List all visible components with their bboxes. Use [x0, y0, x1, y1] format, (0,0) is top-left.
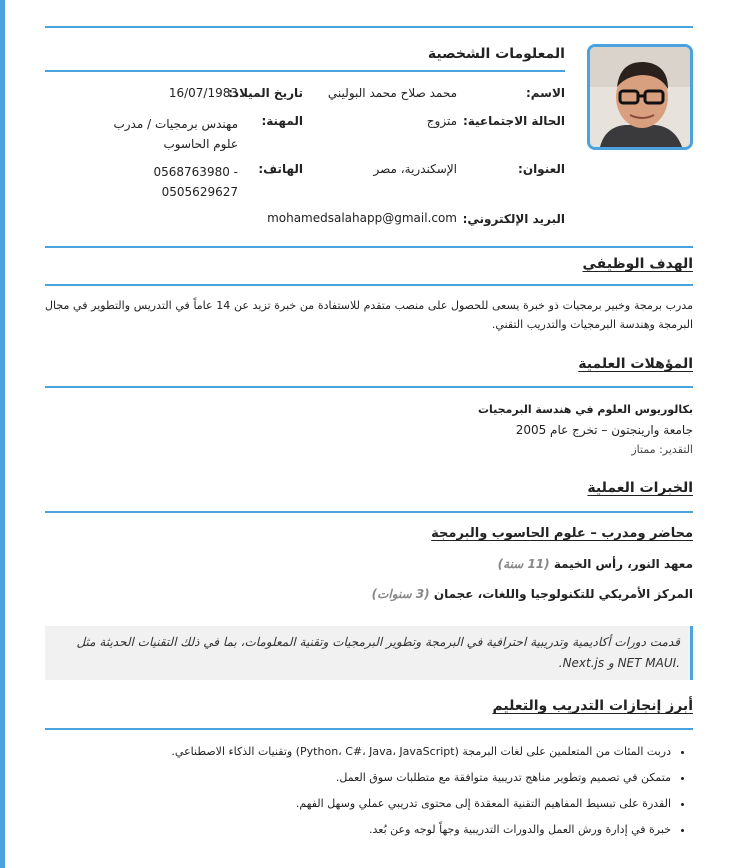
top-divider: [45, 26, 693, 28]
left-accent-bar: [0, 0, 5, 868]
dob-value: 16/07/1983: [168, 86, 238, 100]
experience-section: [45, 480, 693, 496]
personal-info-title: المعلومات الشخصية: [427, 46, 565, 62]
org-1-name: معهد النور، رأس الخيمة: [553, 557, 693, 571]
dob-label: تاريخ الميلاد:: [228, 86, 303, 100]
objective-divider: [45, 284, 693, 286]
achievements-title: أبرز إنجازات التدريب والتعليم: [492, 698, 693, 714]
address-value: الإسكندرية، مصر: [373, 162, 457, 176]
email-value: mohamedsalahapp@gmail.com: [267, 211, 457, 225]
personal-info-section: [45, 44, 565, 234]
experience-title: الخبرات العملية: [587, 480, 693, 496]
profile-photo: [587, 44, 693, 150]
marital-label: الحالة الاجتماعية:: [462, 114, 565, 128]
grade: التقدير: ممتاز: [631, 443, 693, 456]
education-section: [45, 356, 693, 372]
job-label: المهنة:: [261, 114, 303, 128]
education-title: المؤهلات العلمية: [578, 356, 693, 372]
org-2: [45, 587, 693, 601]
marital-value: متزوج: [426, 114, 457, 128]
objective-title: الهدف الوظيفي: [582, 256, 693, 272]
org-2-name: المركز الأمريكي للتكنولوجيا واللغات، عجمان: [433, 587, 693, 601]
phone-label: الهاتف:: [258, 162, 303, 176]
org-2-period: (3 سنوات): [371, 587, 430, 601]
name-value: محمد صلاح محمد البوليني: [327, 86, 457, 100]
name-label: الاسم:: [525, 86, 565, 100]
achievement-item: • خبرة في إدارة ورش العمل والدورات التدريبية وجهاً لوجه وعن بُعد.: [45, 822, 671, 837]
experience-role: محاضر ومدرب – علوم الحاسوب والبرمجة: [431, 526, 693, 541]
org-1: [45, 557, 693, 571]
achievement-item: • دربت المئات من المتعلمين على لغات البرمجة (Python، C#، Java، JavaScript) وتقنيات الذكاء الاصطناعي.: [45, 744, 671, 759]
address-label: العنوان:: [518, 162, 565, 176]
job-value: مهندس برمجيات / مدرب علوم الحاسوب: [113, 117, 238, 151]
experience-divider: [45, 511, 693, 513]
achievement-item: • القدرة على تبسيط المفاهيم التقنية المعقدة إلى محتوى تدريبي عملي وسهل الفهم.: [45, 796, 671, 811]
objective-top-divider: [45, 246, 693, 248]
experience-content: [45, 526, 693, 601]
objective-text: مدرب برمجة وخبير برمجيات ذو خبرة يسعى للحصول على منصب متقدم للاستفادة من خبرة تزيد عن 14 عاماً في التدريس والتطوير في مجال البرمجة وهندسة البرمجيات والتدريب التقني.: [45, 299, 693, 331]
experience-quote: قدمت دورات أكاديمية وتدريبية احترافية في البرمجة وتطوير البرمجيات وتقنية المعلومات، بما في ذلك التقنيات الحديثة مثل .NET MAUI و Next.js.: [45, 626, 693, 680]
achievements-list: [45, 744, 693, 837]
phone-value: 0568763980 - 0505629627: [153, 165, 238, 199]
university-name: جامعة وارينجتون – تخرج عام 2005: [515, 423, 693, 437]
personal-info-divider: [45, 70, 565, 72]
email-label: البريد الإلكتروني:: [462, 212, 565, 226]
achievements-list-wrapper: [45, 744, 693, 848]
org-1-period: (11 سنة): [497, 557, 550, 571]
objective-section: [45, 256, 693, 272]
education-divider: [45, 386, 693, 388]
resume-page: [45, 0, 693, 868]
achievement-item: • متمكن في تصميم وتطوير مناهج تدريبية متوافقة مع متطلبات سوق العمل.: [45, 770, 671, 785]
education-content: [45, 400, 693, 460]
achievements-section: [45, 698, 693, 714]
achievements-divider: [45, 728, 693, 730]
degree-title: بكالوريوس العلوم في هندسة البرمجيات: [477, 403, 693, 416]
